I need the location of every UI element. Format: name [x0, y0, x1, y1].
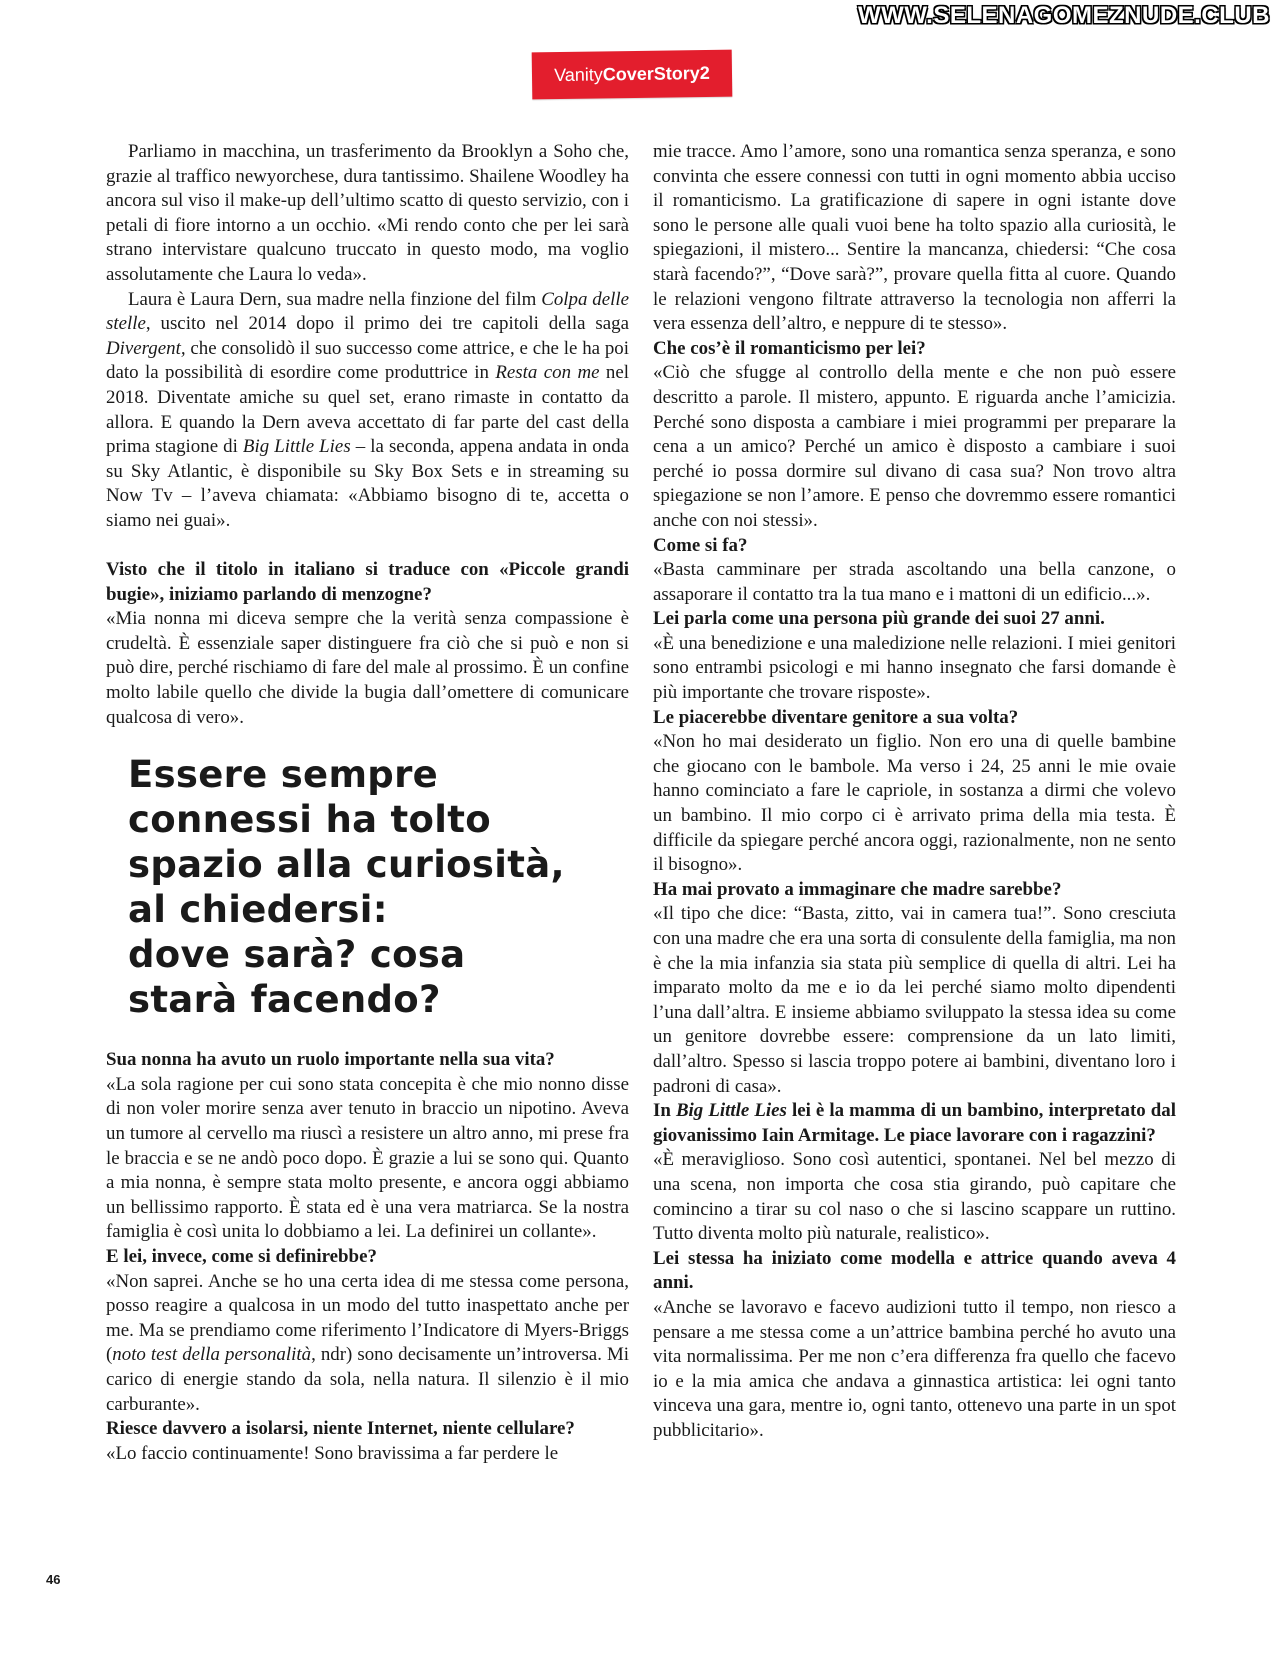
interview-answer: «Non ho mai desiderato un figlio. Non ero una di quelle bambine che giocano con le bambole. Ma verso i 24, 25 anni le mie ovaie hanno cominciato a fare le capriole, in sostanza a dirmi che volevo un bambino. Il mio corpo ci è arrivato prima della mia testa. È difficile da spiegare perché ancora oggi, razionalmente, non ne sento il bisogno». — [653, 731, 1176, 876]
section-tag-bold: CoverStory2 — [602, 62, 711, 85]
interview-question: E lei, invece, come si definirebbe? — [106, 1246, 377, 1267]
interview-answer: «Ciò che sfugge al controllo della mente e che non può essere descritto a parole. Il mistero, appunto. E riguarda anche l’amicizia. Perché sono disposta a cambiare i miei programmi per preparare la cena a un amico? Perché un amico è disposto a cambiare i suoi perché io possa dormire sul divano di casa sua? Non trovo altra spiegazione se non l’amore. E penso che dovremmo essere romantici anche con noi stessi». — [653, 362, 1176, 531]
interview-answer: «Basta camminare per strada ascoltando una bella canzone, o assaporare il contatto tra la tua mano e i mattoni di un edificio...». — [653, 559, 1176, 605]
interview-question: Sua nonna ha avuto un ruolo importante nella sua vita? — [106, 1049, 555, 1071]
interview-question: Lei parla come una persona più grande dei suoi 27 anni. — [653, 608, 1105, 630]
interview-answer: «È meraviglioso. Sono così autentici, spontanei. Nel bel mezzo di una scena, non importa che cosa stia girando, può capitare che comincino a tirar su col naso o che si lascino scappare un ruttino. Tutto diventa molto più naturale, realistico». — [653, 1149, 1176, 1245]
watermark-text: WWW.SELENAGOMEZNUDE.CLUB — [858, 2, 1270, 29]
interview-answer: «Il tipo che dice: “Basta, zitto, vai in camera tua!”. Sono cresciuta con una madre che era una sorta di consulente della famiglia, ma non è che la mia infanzia sia stata più semplice di quella di altri. Lei ha imparato molto da me e io da lei perché siamo molto dipendenti l’una dall’altra. E insieme abbiamo sviluppato la stessa idea su come un genitore dovrebbe essere: comprensione da un lato limiti, dall’altro. Spesso si lascia troppo potere ai bambini, diventano loro i padroni di casa». — [653, 903, 1176, 1097]
body-paragraph: Parliamo in macchina, un trasferimento da Brooklyn a Soho che, grazie al traffico newyorchese, dura tantissimo. Shailene Woodley ha ancora sul viso il make-up dell’ultimo scatto di questo servizio, con i petali di fiore intorno a un occhio. «Mi rendo conto che per lei sarà strano intervistare qualcuno truccato in questo modo, ma voglio assolutamente che Laura lo veda». — [106, 141, 629, 285]
pull-quote-line: connessi ha tolto — [128, 798, 491, 842]
pull-quote-line: dove sarà? cosa — [128, 933, 466, 977]
interview-question: Visto che il titolo in italiano si traduce con «Piccole grandi bugie», iniziamo parlando di menzogne? — [106, 559, 629, 605]
interview-answer: «Non saprei. Anche se ho una certa idea di me stessa come persona, posso reagire a qualcosa in un modo del tutto inaspettato anche per me. Ma se prendiamo come riferimento l’Indicatore di Myers-Briggs (noto test della personalità, ndr) sono decisamente un’introversa. Mi carico di energie stando da sola, nella natura. Il silenzio è il mio carburante». — [106, 1270, 629, 1415]
interview-question: Ha mai provato a immaginare che madre sarebbe? — [653, 878, 1062, 900]
interview-answer: «La sola ragione per cui sono stata concepita è che mio nonno disse di non voler morire senza aver tenuto in braccio un nipotino. Aveva un tumore al cervello ma riuscì a resistere un altro anno, mi prese fra le braccia e se ne andò poco dopo. È grazie a lui se sono qui. Quanto a mia nonna, è sempre stata molto presente, e ancora oggi abbiamo un bellissimo rapporto. È stata ed è una vera matriarca. Se la nostra famiglia è così unita lo dobbiamo a lei. La definirei un collante». — [106, 1073, 629, 1243]
section-tag — [532, 50, 733, 100]
interview-question: Le piacerebbe diventare genitore a sua volta? — [653, 706, 1019, 728]
interview-answer: «Lo faccio continuamente! Sono bravissima a far perdere le — [106, 1442, 559, 1464]
interview-answer: «Mia nonna mi diceva sempre che la verità senza compassione è crudeltà. È essenziale saper distinguere fra ciò che si può e non si può dire, perché rischiamo di fare del male al prossimo. È un confine molto labile quello che divide la bugia dall’omettere di comunicare qualcosa di vero». — [106, 608, 629, 728]
pull-quote-line: starà facendo? — [128, 978, 441, 1022]
interview-question: Riesce davvero a isolarsi, niente Internet, niente cellulare? — [106, 1418, 575, 1440]
pull-quote-line: Essere sempre — [128, 753, 439, 797]
interview-question: Lei stessa ha iniziato come modella e attrice quando aveva 4 anni. — [653, 1247, 1176, 1294]
interview-question: In Big Little Lies lei è la mamma di un bambino, interpretato dal giovanissimo Iain Armitage. Le piace lavorare con i ragazzini? — [653, 1100, 1176, 1146]
interview-answer: «È una benedizione e una maledizione nelle relazioni. I miei genitori sono entrambi psicologi e mi hanno insegnato che farsi domande è più importante che trovare risposte». — [653, 632, 1176, 704]
left-column — [106, 140, 629, 1466]
page-number: 46 — [46, 1572, 61, 1587]
pull-quote — [128, 752, 629, 1022]
pull-quote-line: spazio alla curiosità, — [128, 843, 565, 887]
interview-answer: mie tracce. Amo l’amore, sono una romantica senza speranza, e sono convinta che essere connessi con tutti in ogni momento abbia ucciso il romanticismo. La gratificazione di sapere in ogni istante dove sono le persone alle quali vuoi bene ha tolto spazio alla curiosità, le spiegazioni, il mistero... Sentire la mancanza, chiedersi: “Che cosa starà facendo?”, “Dove sarà?”, provare quella fitta al cuore. Quando le relazioni vengono filtrate attraverso la tecnologia non afferri la vera essenza dell’altro, e neppure di te stesso». — [653, 141, 1176, 335]
section-tag-regular: Vanity — [553, 64, 603, 86]
pull-quote-line: al chiedersi: — [128, 888, 388, 932]
interview-question: Come si fa? — [653, 534, 748, 556]
interview-answer: «Anche se lavoravo e facevo audizioni tutto il tempo, non riesco a pensare a me stessa come a un’attrice bambina perché ho avuto una vita normalissima. Per me non c’era differenza fra quello che facevo io e la mia amica che andava a ginnastica artistica: lei ogni tanto vinceva una gara, mentre io, ogni tanto, ottenevo una parte in un spot pubblicitario». — [653, 1296, 1177, 1441]
body-paragraph: Laura è Laura Dern, sua madre nella finzione del film Colpa delle stelle, uscito nel 2014 dopo il primo dei tre capitoli della saga Divergent, che consolidò il suo successo come attrice, e che le ha poi dato la possibilità di esordire come produttrice in Resta con me nel 2018. Diventate amiche su quel set, erano rimaste in contatto da allora. E quando la Dern aveva accettato di far parte del cast della prima stagione di Big Little Lies – la seconda, appena andata in onda su Sky Atlantic, è disponibile su Sky Box Sets e in streaming su Now Tv – l’aveva chiamata: «Abbiamo bisogno di te, accetta o siamo nei guai». — [106, 288, 630, 531]
right-column — [653, 140, 1176, 1443]
interview-question: Che cos’è il romanticismo per lei? — [653, 337, 926, 359]
